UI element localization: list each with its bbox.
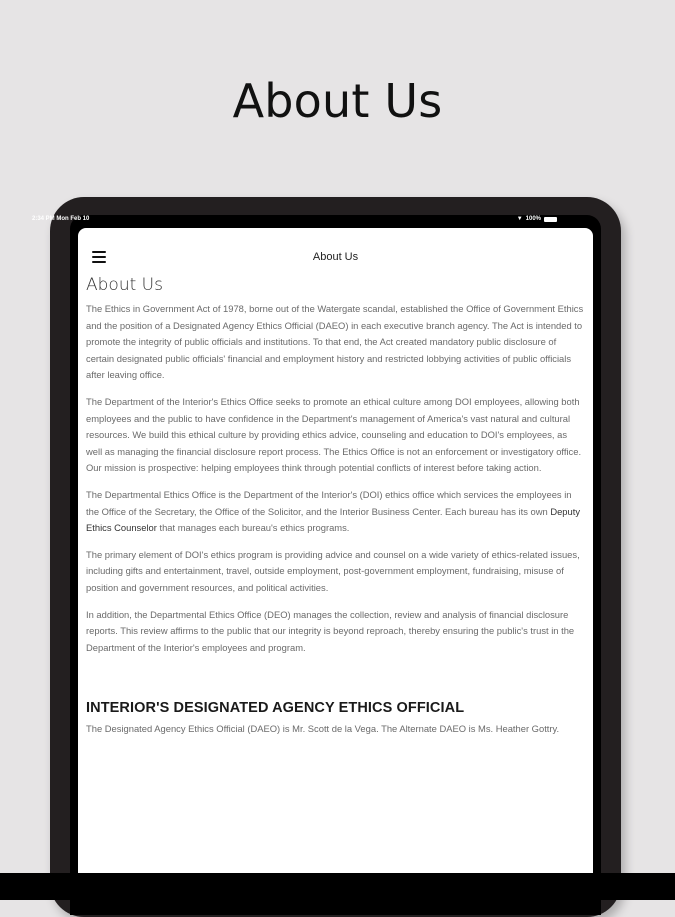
page-heading: About Us (86, 275, 163, 295)
daeo-section-heading: INTERIOR'S DESIGNATED AGENCY ETHICS OFFICIAL (86, 700, 465, 717)
paragraph: The Ethics in Government Act of 1978, borne out of the Watergate scandal, established the Office of Government Ethics and the position of a Designated Agency Ethics Official (DAEO) in each executive branch agency. The Act is intended to promote the integrity of public officials and institutions. To that end, the Act created mandatory public disclosure of certain designated public officials' financial and employment history and restricted lobbying activities of public officials after leaving office. (86, 303, 584, 381)
promo-title: About Us (232, 74, 443, 128)
paragraph: In addition, the Departmental Ethics Office (DEO) manages the collection, review and analysis of financial disclosure reports. This review affirms to the public that our integrity is beyond reproach, thereby ensuring the public's trust in the Department of the Interior's employees and program. (86, 608, 575, 653)
deputy-ethics-counselor-link[interactable]: Deputy Ethics Counselor (86, 505, 581, 534)
paragraph: The Department of the Interior's Ethics Office seeks to promote an ethical culture among DOI employees, allowing both employees and the public to have confidence in the Department's management of America's vast natural and cultural resources. We build this ethical culture by providing ethics advice, counseling and education to DOI's employees, as well as managing the financial disclosure report process. The Ethics Office is not an enforcement or investigatory office. Our mission is prospective: helping employees think through potential conflicts of interest before taking action. (86, 395, 582, 474)
content (78, 275, 593, 738)
nav-bar (78, 228, 593, 278)
nav-title: About Us (312, 251, 359, 263)
battery-icon (544, 217, 557, 222)
paragraph: The primary element of DOI's ethics program is providing advice and counsel on a wide variety of ethics-related issues, including gifts and entertainment, travel, outside employment, post-government employment, fundraising, misuse of position and government resources, and political activities. (86, 548, 580, 593)
status-bar (28, 213, 563, 227)
paragraph (86, 487, 585, 537)
paragraph-text: The Departmental Ethics Office is the Department of the Interior's (DOI) ethics office which services the employees in the Office of the Secretary, the Office of the Solicitor, and the Interior Business Center. Each bureau has its own (86, 488, 572, 517)
paragraph-text: that manages each bureau's ethics programs. (156, 522, 350, 534)
battery-percent: 100% (525, 216, 541, 222)
app-screen (78, 228, 593, 873)
bottom-bar (0, 873, 675, 900)
status-right (517, 216, 557, 222)
status-time-date: 2:34 PM Mon Feb 10 (32, 216, 90, 222)
wifi-icon: ▼ (516, 216, 523, 222)
daeo-paragraph: The Designated Agency Ethics Official (DAEO) is Mr. Scott de la Vega. The Alternate DAEO is Ms. Heather Gottry. (86, 723, 560, 735)
